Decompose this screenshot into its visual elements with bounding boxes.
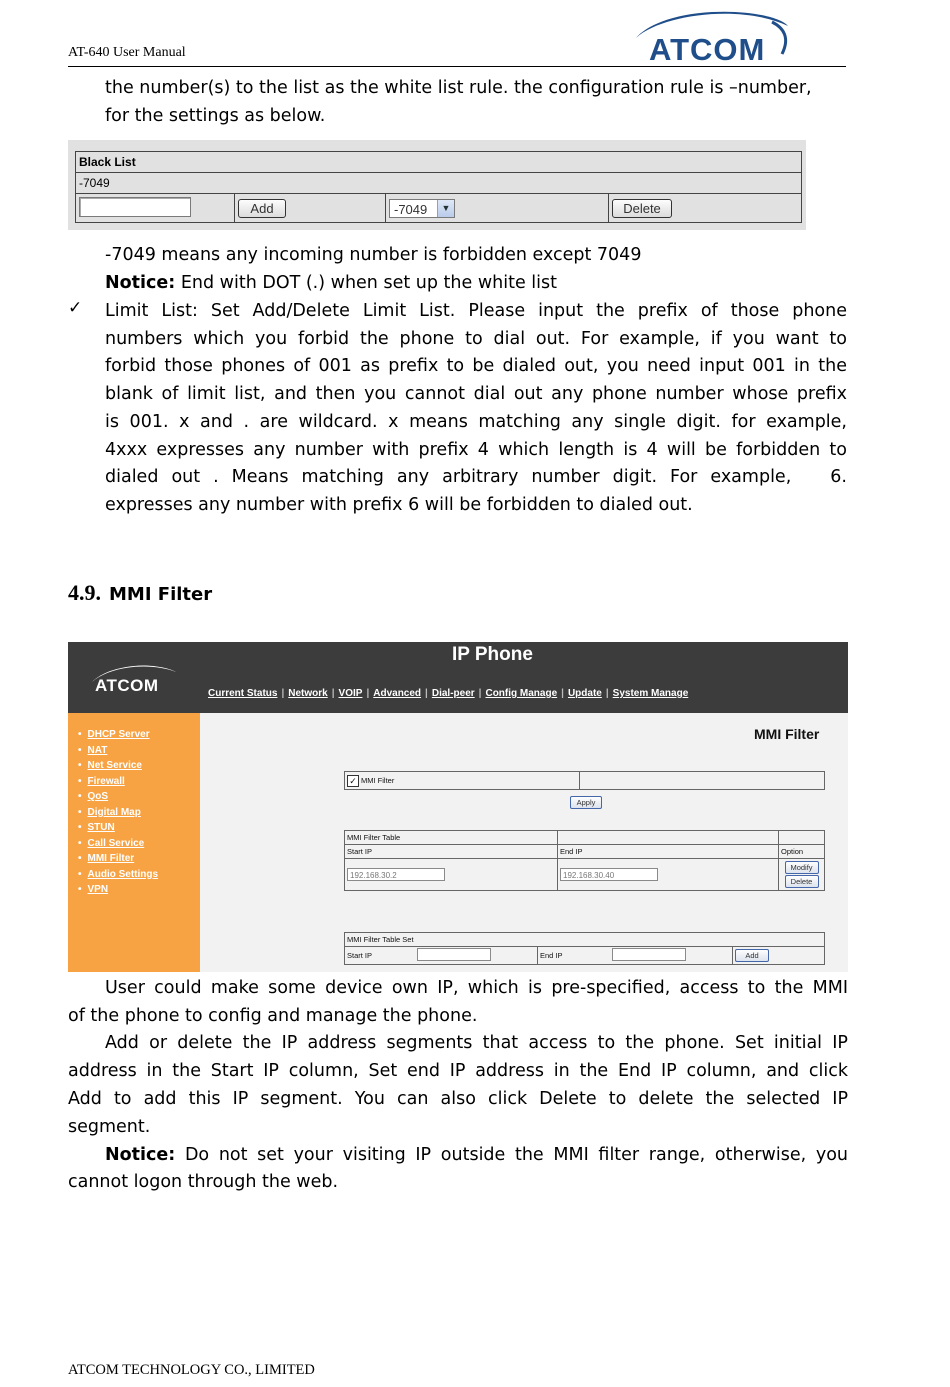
section-number: 4.9. (68, 580, 101, 605)
col-option: Option (779, 845, 825, 859)
screenshot-title: IP Phone (452, 644, 533, 665)
set-add-button[interactable]: Add (735, 949, 769, 962)
header-rule (68, 66, 846, 67)
sidebar-item-qos[interactable]: • QoS (78, 789, 158, 805)
notice-white-list (105, 269, 847, 297)
manual-title: AT-640 User Manual (68, 45, 186, 60)
intro-line-1: the number(s) to the list as the white list rule. the configuration rule is –number, (105, 78, 812, 98)
apply-button[interactable]: Apply (570, 796, 602, 809)
desc-p2-line-4: segment. (68, 1117, 151, 1137)
black-list-panel (68, 140, 806, 230)
sidebar-item-mmi-filter[interactable]: • MMI Filter (78, 851, 158, 867)
select-value: -7049 (394, 201, 428, 217)
set-end-ip-input[interactable] (612, 948, 686, 961)
set-start-ip-label: Start IP (345, 947, 416, 965)
check-icon: ✓ (68, 298, 83, 318)
intro-line-2: for the settings as below. (105, 106, 326, 126)
set-start-ip-input[interactable] (417, 948, 491, 961)
set-end-ip-label: End IP (538, 947, 611, 965)
mmi-filter-enable-table (344, 771, 825, 790)
main-panel (200, 713, 848, 972)
limit-line-5: is 001. x and . are wildcard. x means matching any single digit. for example, (105, 412, 847, 432)
desc-notice-label: Notice: (105, 1145, 176, 1165)
limit-line-8: expresses any number with prefix 6 will be forbidden to dialed out. (105, 495, 693, 515)
black-list-entry: -7049 (76, 173, 802, 194)
mmi-filter-table-title: MMI Filter Table (345, 831, 558, 845)
sidebar-item-audio-settings[interactable]: • Audio Settings (78, 867, 158, 883)
black-list-select[interactable] (389, 199, 455, 218)
col-end-ip: End IP (558, 845, 779, 859)
sidebar-item-digital-map[interactable]: • Digital Map (78, 805, 158, 821)
nav-voip[interactable]: VOIP (338, 688, 363, 699)
row-delete-button[interactable]: Delete (785, 875, 819, 888)
desc-notice-line-2: cannot logon through the web. (68, 1172, 339, 1192)
ip-phone-screenshot (68, 642, 848, 972)
desc-notice-line-1 (105, 1141, 848, 1169)
sidebar-item-stun[interactable]: • STUN (78, 820, 158, 836)
desc-p1-line-1: User could make some device own IP, which is pre-specified, access to the MMI (105, 978, 848, 998)
nav-system-manage[interactable]: System Manage (612, 688, 689, 699)
logo-text: ATCOM (649, 32, 766, 67)
sidebar-item-call-service[interactable]: • Call Service (78, 836, 158, 852)
sidebar-item-vpn[interactable]: • VPN (78, 882, 158, 898)
mmi-filter-checkbox[interactable]: ✓ (347, 775, 359, 787)
desc-p1-line-2: of the phone to config and manage the phone. (68, 1006, 478, 1026)
limit-line-6: 4xxx expresses any number with prefix 4 which length is 4 will be forbidden to (105, 440, 847, 460)
mmi-filter-table (344, 830, 825, 891)
nav-network[interactable]: Network (288, 688, 328, 699)
black-list-input[interactable] (79, 197, 191, 217)
mmi-filter-table-set (344, 932, 825, 965)
sidebar-item-net-service[interactable]: • Net Service (78, 758, 158, 774)
section-heading (68, 580, 212, 606)
top-nav: Current Status | Network | VOIP | Advanced | Dial-peer | Config Manage | Update | System Manage (208, 688, 689, 699)
end-ip-field[interactable]: 192.168.30.40 (560, 868, 658, 881)
notice-text: End with DOT (.) when set up the white list (175, 273, 557, 293)
nav-dial-peer[interactable]: Dial-peer (431, 688, 475, 699)
sidebar (68, 713, 200, 972)
modify-button[interactable]: Modify (785, 861, 819, 874)
mmi-filter-checkbox-label: MMI Filter (361, 775, 395, 785)
add-button[interactable]: Add (238, 199, 286, 218)
limit-line-2: numbers which you forbid the phone to dial out. For example, if you want to (105, 329, 847, 349)
black-list-table (75, 151, 802, 223)
limit-line-1: Limit List: Set Add/Delete Limit List. Please input the prefix of those phone (105, 301, 847, 321)
limit-line-3: forbid those phones of 001 as prefix to be dialed out, you need input 001 in the (105, 356, 847, 376)
limit-line-4: blank of limit list, and then you cannot dial out any phone number whose prefix (105, 384, 847, 404)
nav-config-manage[interactable]: Config Manage (485, 688, 558, 699)
desc-notice-text: Do not set your visiting IP outside the MMI filter range, otherwise, you (175, 1145, 848, 1165)
desc-p2-line-3: Add to add this IP segment. You can also click Delete to delete the selected IP (68, 1089, 848, 1109)
atcom-logo (632, 8, 792, 67)
panel-heading: MMI Filter (754, 726, 820, 742)
screenshot-header (68, 642, 848, 713)
black-list-header: Black List (76, 152, 802, 173)
sidebar-item-nat[interactable]: • NAT (78, 743, 158, 759)
rule-explanation: -7049 means any incoming number is forbidden except 7049 (105, 245, 642, 265)
limit-line-7: dialed out . Means matching any arbitrary number digit. For example, 6. (105, 467, 847, 487)
notice-label: Notice: (105, 273, 176, 293)
section-title: MMI Filter (109, 584, 213, 605)
nav-update[interactable]: Update (567, 688, 602, 699)
chevron-down-icon[interactable]: ▼ (437, 200, 454, 217)
nav-advanced[interactable]: Advanced (373, 688, 422, 699)
col-start-ip: Start IP (345, 845, 558, 859)
mmi-filter-table-set-title: MMI Filter Table Set (345, 933, 825, 947)
start-ip-field[interactable]: 192.168.30.2 (347, 868, 445, 881)
delete-button[interactable]: Delete (612, 199, 672, 218)
nav-current-status[interactable]: Current Status (208, 688, 278, 699)
sidebar-item-firewall[interactable]: • Firewall (78, 774, 158, 790)
footer-company: ATCOM TECHNOLOGY CO., LIMITED (68, 1362, 315, 1378)
table-row (345, 859, 825, 891)
desc-p2-line-2: address in the Start IP column, Set end IP address in the End IP column, and click (68, 1061, 848, 1081)
desc-p2-line-1: Add or delete the IP address segments that access to the phone. Set initial IP (105, 1033, 848, 1053)
sidebar-item-dhcp-server[interactable]: • DHCP Server (78, 727, 158, 743)
screenshot-logo: ATCOM (95, 676, 159, 695)
